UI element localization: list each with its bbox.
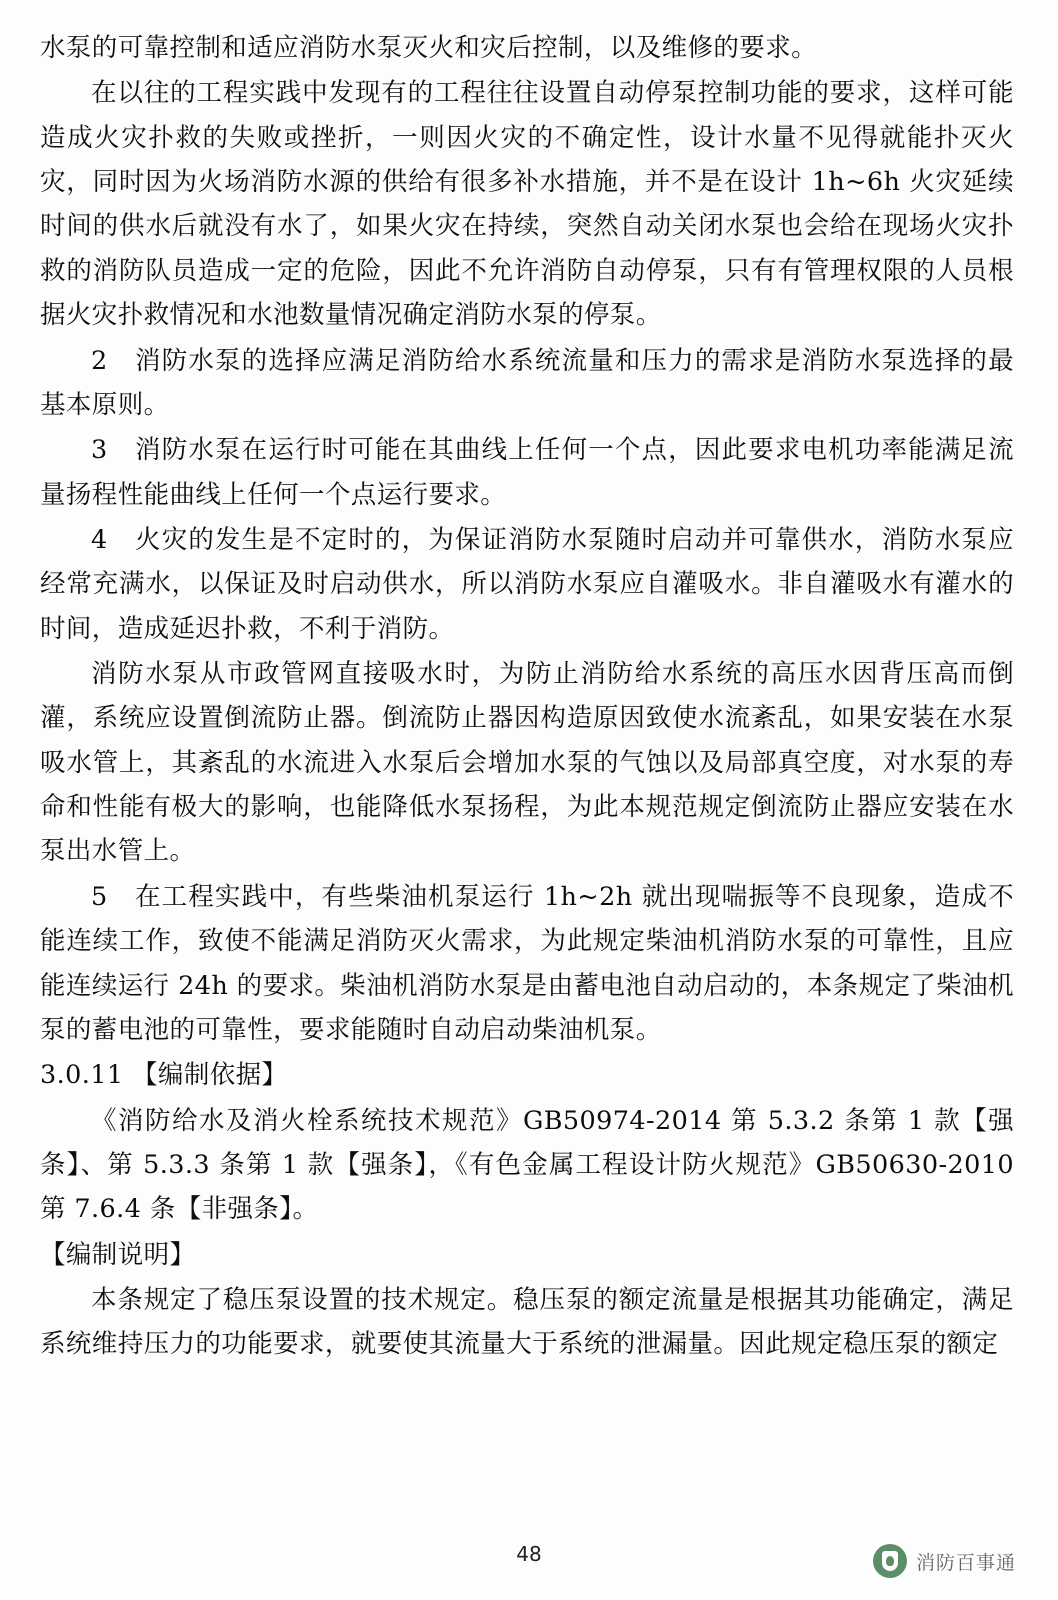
paragraph-item-4: 4 火灾的发生是不定时的，为保证消防水泵随时启动并可靠供水，消防水泵应经常充满水，以保证及时启动供水，所以消防水泵应自灌吸水。非自灌吸水有灌水的时间，造成延迟扑救，不利于消防。 bbox=[40, 524, 1014, 644]
paragraph: 在以往的工程实践中发现有的工程往往设置自动停泵控制功能的要求，这样可能造成火灾扑救的失败或挫折，一则因火灾的不确定性，设计水量不见得就能扑灭火灾，同时因为火场消防水源的供给有很多补水措施，并不是在设计 1h~6h 火灾延续时间的供水后就没有水了，如果火灾在持续，突然自动关闭水泵也会给在现场火灾扑救的消防队员造成一定的危险，因此不允许消防自动停泵，只有有管理权限的人员根据火灾扑救情况和水池数量情况确定消防水泵的停泵。 bbox=[40, 78, 1014, 331]
flame-badge-icon bbox=[873, 1544, 907, 1578]
paragraph: 本条规定了稳压泵设置的技术规定。稳压泵的额定流量是根据其功能确定，满足系统维持压力的功能要求，就要使其流量大于系统的泄漏量。因此规定稳压泵的额定 bbox=[40, 1285, 1014, 1360]
paragraph-standards-reference: 《消防给水及消火栓系统技术规范》GB50974-2014 第 5.3.2 条第 1 款【强条】、第 5.3.3 条第 1 款【强条】，《有色金属工程设计防火规范》GB50630-2010 第 7.6.4 条【非强条】。 bbox=[40, 1105, 1014, 1225]
watermark bbox=[873, 1544, 1016, 1578]
paragraph: 消防水泵从市政管网直接吸水时，为防止消防给水系统的高压水因背压高而倒灌，系统应设置倒流防止器。倒流防止器因构造原因致使水流紊乱，如果安装在水泵吸水管上，其紊乱的水流进入水泵后会增加水泵的气蚀以及局部真空度，对水泵的寿命和性能有极大的影响，也能降低水泵扬程，为此本规范规定倒流防止器应安装在水泵出水管上。 bbox=[40, 659, 1014, 867]
paragraph-item-3: 3 消防水泵在运行时可能在其曲线上任何一个点，因此要求电机功率能满足流量扬程性能曲线上任何一个点运行要求。 bbox=[40, 435, 1014, 510]
document-body bbox=[40, 26, 1014, 1367]
section-heading-basis: 3.0.11 【编制依据】 bbox=[40, 1060, 288, 1091]
paragraph-item-2: 2 消防水泵的选择应满足消防给水系统流量和压力的需求是消防水泵选择的最基本原则。 bbox=[40, 345, 1014, 420]
paragraph-item-5: 5 在工程实践中，有些柴油机泵运行 1h~2h 就出现喘振等不良现象，造成不能连续工作，致使不能满足消防灭火需求，为此规定柴油机消防水泵的可靠性，且应能连续运行 24h 的要求。柴油机消防水泵是由蓄电池自动启动的，本条规定了柴油机泵的蓄电池的可靠性，要求能随时自动启动柴油机泵。 bbox=[40, 881, 1014, 1045]
watermark-label: 消防百事通 bbox=[915, 1551, 1016, 1574]
section-heading-explanation: 【编制说明】 bbox=[40, 1239, 196, 1270]
paragraph: 水泵的可靠控制和适应消防水泵灭火和灾后控制，以及维修的要求。 bbox=[40, 33, 818, 63]
page-number: 48 bbox=[516, 1542, 542, 1566]
